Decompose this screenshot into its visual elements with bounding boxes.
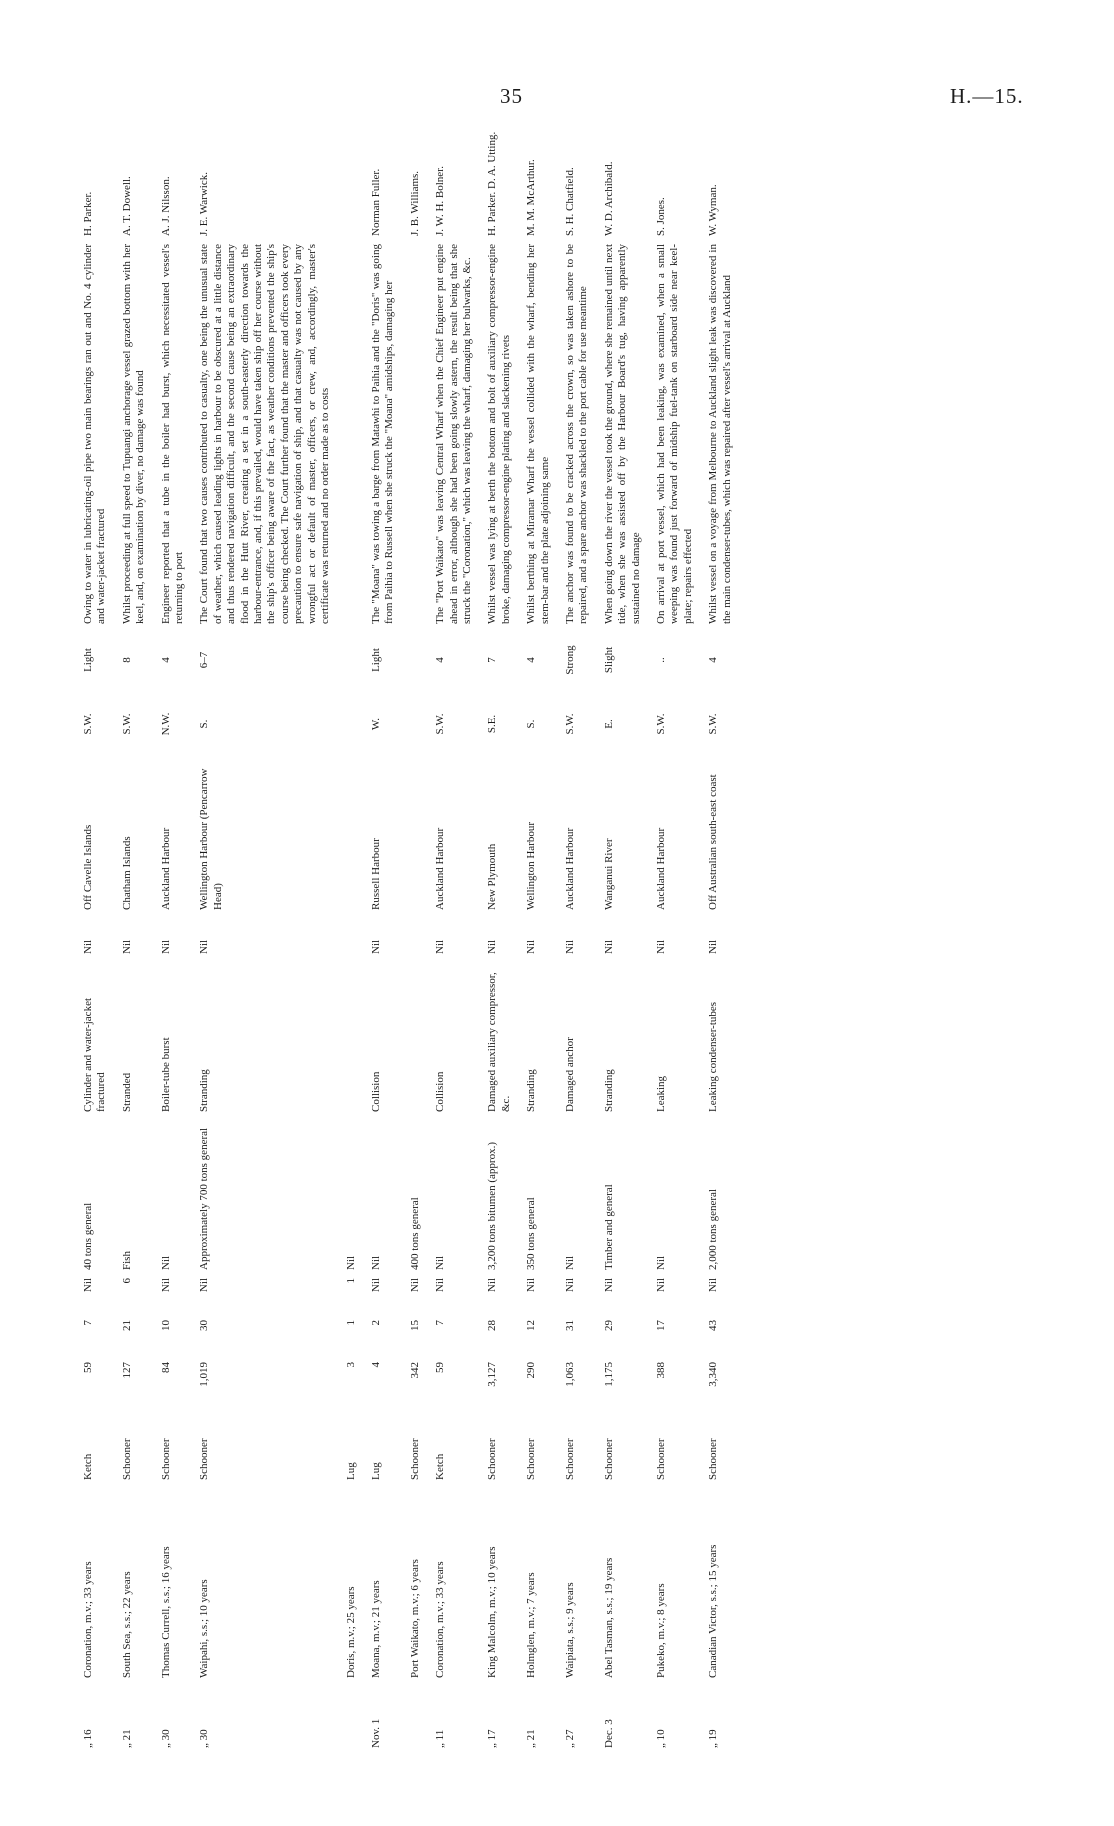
cargo-cell: 350 tons general <box>525 1197 538 1270</box>
force-cell: Slight <box>602 646 615 674</box>
date-cell: „ 30 <box>198 1729 211 1748</box>
date-cell: „ 19 <box>707 1729 720 1748</box>
table-row <box>76 122 115 1752</box>
officer-cell: J. E. Warwick. <box>198 172 211 236</box>
remarks-cell: The "Port Waikato" was leaving Central Wharf when the Chief Engineer put engine ahead in error, although she had been going slowly astern, the result being that she struck the "Coronation," which was leaving the wharf, damaging her bulwarks, &c. <box>434 244 473 624</box>
tonnage-cell: 127 <box>120 1362 133 1379</box>
crew-cell: 17 <box>655 1320 667 1331</box>
force-cell: 4 <box>159 657 172 663</box>
table-row <box>701 122 740 1752</box>
ship-cell: Waipahi, s.s.; 10 years <box>198 1579 211 1678</box>
nature-cell: Cylinder and water-jacket fractured <box>82 997 108 1112</box>
rig-cell: Schooner <box>707 1438 720 1480</box>
wind-cell: S. <box>198 719 211 729</box>
ship-cell: Holmglen, m.v.; 7 years <box>525 1572 538 1678</box>
remarks-cell: The Court found that two causes contributed to casualty, one being the unusual state of weather, which caused leading lights in harbour to be obscured at a little distance and thus rendered navigation difficult, and the second cause being an extraordinary flood in the Hutt River, creating a set in a south-easterly direction towards the harbour-entrance, and, if this prevailed, would have taken ship off her course without the ship's officer being aware of the fact, as weather conditions prevented the ship's course being checked. The Court further found that the master and officers took every precaution to ensure safe navigation of ship, and that casualty was not caused by any wrongful act or default of master, officers, or crew, and, accordingly, master's certificate was returned and no order made as to costs <box>198 244 332 624</box>
remarks-cell: Whilst proceeding at full speed to Tupuangi anchorage vessel grazed bottom with her keel, and, on examination by diver, no damage was found <box>120 244 147 624</box>
casualty-table-body <box>76 122 740 1752</box>
crew-cell: 28 <box>486 1320 499 1331</box>
cargo-cell: Nil <box>655 1255 667 1270</box>
wind-cell: S.W. <box>707 713 720 735</box>
nature-cell: Leaking condenser-tubes <box>707 1001 720 1112</box>
force-cell: 6–7 <box>198 651 211 669</box>
lives-lost-cell: Nil <box>82 939 94 954</box>
cargo-cell: Timber and general <box>602 1184 615 1270</box>
crew-cell: 29 <box>602 1320 615 1331</box>
officer-cell: W. Wyman. <box>707 184 720 236</box>
lives-lost-cell: Nil <box>434 939 447 954</box>
remarks-cell: Engineer reported that a tube in the boiler had burst, which necessitated vessel's returning to port <box>159 244 186 624</box>
force-cell <box>403 628 428 692</box>
wind-cell <box>403 692 428 756</box>
remarks-cell: Whilst berthing at Miramar Wharf the vessel collided with the wharf, bending her stem-bar and the plate adjoining same <box>525 244 551 624</box>
passengers-cell: Nil <box>82 1278 94 1293</box>
remarks-cell: The "Moana" was towing a barge from Matawhi to Paihia and the "Doris" was going from Paihia to Russell when she struck the "Moana" amidships, damaging her <box>369 244 396 624</box>
ship-cell: Thomas Currell, s.s.; 16 years <box>159 1546 172 1678</box>
passengers-cell: Nil <box>563 1278 576 1293</box>
tonnage-cell: 59 <box>82 1362 94 1373</box>
date-cell: „ 27 <box>563 1729 576 1748</box>
cargo-cell: Nil <box>344 1255 357 1270</box>
crew-cell: 12 <box>525 1320 538 1331</box>
date-cell: „ 11 <box>434 1729 447 1748</box>
ship-cell: Pukeko, m.v.; 8 years <box>655 1583 667 1678</box>
cargo-cell: Approximately 700 tons general <box>198 1127 211 1270</box>
crew-cell: 7 <box>82 1320 94 1326</box>
passengers-cell: Nil <box>369 1278 382 1293</box>
rig-cell: Lug <box>369 1462 382 1480</box>
crew-cell: 21 <box>120 1320 133 1331</box>
tonnage-cell: 3,340 <box>707 1362 720 1387</box>
date-cell: „ 30 <box>159 1729 172 1748</box>
lives-lost-cell: Nil <box>486 939 499 954</box>
rig-cell: Ketch <box>434 1453 447 1480</box>
passengers-cell: Nil <box>602 1278 615 1293</box>
table-row <box>403 122 428 1752</box>
officer-cell: W. D. Archibald. <box>602 161 615 236</box>
remarks-cell: The anchor was found to be cracked across the crown, so was taken ashore to be repaired, and a spare anchor was shackled to the port cable for use meantime <box>563 244 590 624</box>
cargo-cell: Nil <box>434 1255 447 1270</box>
crew-cell: 31 <box>563 1320 576 1331</box>
nature-cell: Stranding <box>198 1069 211 1112</box>
crew-cell: 2 <box>369 1320 382 1326</box>
place-cell <box>339 756 364 914</box>
cargo-cell: 3,200 tons bitumen (approx.) <box>486 1141 499 1270</box>
table-row <box>649 122 701 1752</box>
lives-lost-cell: Nil <box>369 939 382 954</box>
lives-lost-cell: Nil <box>198 939 211 954</box>
rig-cell: Lug <box>344 1462 357 1480</box>
force-cell: 4 <box>434 657 447 663</box>
wind-cell: S.E. <box>486 714 499 734</box>
force-cell: 7 <box>486 657 499 663</box>
force-cell: Light <box>369 648 382 672</box>
lives-lost-cell: Nil <box>707 939 720 954</box>
rig-cell: Schooner <box>408 1438 421 1480</box>
place-cell: Off Australian south-east coast <box>707 774 720 910</box>
officer-cell: J. B. Williams. <box>408 170 421 236</box>
lives-lost-cell: Nil <box>602 939 615 954</box>
passengers-cell: 1 <box>344 1278 357 1284</box>
place-cell: Auckland Harbour <box>159 827 172 910</box>
rig-cell: Schooner <box>563 1438 576 1480</box>
place-cell: New Plymouth <box>486 843 499 910</box>
passengers-cell: Nil <box>434 1278 447 1293</box>
lives-lost-cell <box>339 914 364 958</box>
force-cell: 4 <box>525 657 538 663</box>
force-cell: 8 <box>120 657 133 663</box>
paper-reference: H.—15. <box>950 84 1024 108</box>
date-cell: „ 21 <box>120 1729 133 1748</box>
nature-cell: Damaged auxiliary compressor, &c. <box>486 972 512 1112</box>
officer-cell <box>339 122 364 240</box>
nature-cell: Collision <box>434 1071 447 1112</box>
wind-cell: E. <box>602 719 615 729</box>
remarks-cell <box>339 240 364 628</box>
table-row <box>154 122 193 1752</box>
rig-cell: Schooner <box>120 1438 133 1480</box>
wind-cell: S.W. <box>120 713 133 735</box>
place-cell: Auckland Harbour <box>434 827 447 910</box>
table-row <box>597 122 649 1752</box>
cargo-cell: Nil <box>159 1255 172 1270</box>
lives-lost-cell: Nil <box>525 939 538 954</box>
date-cell: Dec. 3 <box>602 1719 615 1748</box>
lives-lost-cell: Nil <box>563 939 576 954</box>
cargo-cell: 2,000 tons general <box>707 1189 720 1270</box>
crew-cell: 30 <box>198 1320 211 1331</box>
crew-cell: 10 <box>159 1320 172 1331</box>
table-row <box>480 122 519 1752</box>
table-row <box>428 122 480 1752</box>
place-cell: Auckland Harbour <box>655 827 667 910</box>
crew-cell: 15 <box>408 1320 421 1331</box>
cargo-cell: Fish <box>120 1251 133 1270</box>
officer-cell: S. H. Chatfield. <box>563 167 576 236</box>
officer-cell: J. W. H. Bolner. <box>434 166 447 236</box>
nature-cell: Boiler-tube burst <box>159 1037 172 1112</box>
date-cell: Nov. 1 <box>369 1718 382 1748</box>
wind-cell: S.W. <box>563 713 576 735</box>
ship-cell: King Malcolm, m.v.; 10 years <box>486 1546 499 1678</box>
place-cell: Off Cavelle Islands <box>82 824 94 910</box>
table-row <box>115 122 154 1752</box>
nature-cell: Stranding <box>525 1069 538 1112</box>
tonnage-cell: 84 <box>159 1362 172 1373</box>
wind-cell: S.W. <box>434 713 447 735</box>
remarks-cell: On arrival at port vessel, which had been leaking, was examined, when a small weeping was found just forward of midship fuel-tank on starboard side near keel-plate; repairs effected <box>655 244 694 624</box>
tonnage-cell: 290 <box>525 1362 538 1379</box>
tonnage-cell: 3 <box>344 1362 357 1368</box>
officer-cell: S. Jones. <box>655 197 667 236</box>
force-cell <box>339 628 364 692</box>
ship-cell: Waipiata, s.s.; 9 years <box>563 1582 576 1678</box>
lives-lost-cell: Nil <box>120 939 133 954</box>
passengers-cell: Nil <box>408 1278 421 1293</box>
tonnage-cell: 1,175 <box>602 1362 615 1387</box>
place-cell: Wellington Harbour <box>525 821 538 910</box>
nature-cell <box>403 958 428 1116</box>
remarks-cell: Whilst vessel was lying at berth the bottom and bolt of auxiliary compressor-engine broke, damaging compressor-engine plating and slackening rivets <box>486 244 512 624</box>
place-cell: Wellington Harbour (Pencarrow Head) <box>198 768 224 910</box>
nature-cell: Stranding <box>602 1069 615 1112</box>
officer-cell: H. Parker. <box>82 191 94 236</box>
casualty-table-rotated <box>76 131 984 1752</box>
rig-cell: Schooner <box>486 1438 499 1480</box>
remarks-cell <box>403 240 428 628</box>
passengers-cell: Nil <box>655 1278 667 1293</box>
tonnage-cell: 3,127 <box>486 1362 499 1387</box>
nature-cell: Damaged anchor <box>563 1037 576 1112</box>
wind-cell: S. <box>525 719 538 729</box>
remarks-cell: When going down the river the vessel took the ground, where she remained until next tide, when she was assisted off by the Harbour Board's tug, having apparently sustained no damage <box>602 244 642 624</box>
place-cell: Wanganui River <box>602 838 615 910</box>
tonnage-cell: 1,063 <box>563 1362 576 1387</box>
ship-cell: Coronation, m.v.; 33 years <box>82 1561 94 1678</box>
date-cell: „ 21 <box>525 1729 538 1748</box>
force-cell: Strong <box>563 645 576 675</box>
nature-cell <box>339 958 364 1116</box>
passengers-cell: Nil <box>486 1278 499 1293</box>
table-row <box>558 122 597 1752</box>
cargo-cell: 40 tons general <box>82 1202 94 1270</box>
wind-cell: W. <box>369 717 382 731</box>
lives-lost-cell: Nil <box>159 939 172 954</box>
ship-cell: Coronation, m.v.; 33 years <box>434 1561 447 1678</box>
place-cell: Chatham Islands <box>120 836 133 910</box>
crew-cell: 7 <box>434 1320 447 1326</box>
remarks-cell: Whilst vessel on a voyage from Melbourne to Auckland slight leak was discovered in the main condenser-tubes, which was repaired after vessel's arrival at Auckland <box>707 244 733 624</box>
tonnage-cell: 4 <box>369 1362 382 1368</box>
ship-cell: Moana, m.v.; 21 years <box>369 1580 382 1678</box>
ship-cell: Abel Tasman, s.s.; 19 years <box>602 1557 615 1678</box>
rig-cell: Schooner <box>159 1438 172 1480</box>
wind-cell: S.W. <box>82 713 94 735</box>
tonnage-cell: 1,019 <box>198 1362 211 1387</box>
officer-cell: A. T. Dowell. <box>120 176 133 236</box>
officer-cell: Norman Fuller. <box>369 168 382 236</box>
passengers-cell: Nil <box>707 1278 720 1293</box>
table-row <box>364 122 403 1752</box>
place-cell: Auckland Harbour <box>563 827 576 910</box>
ship-cell: Port Waikato, m.v.; 6 years <box>408 1559 421 1678</box>
lives-lost-cell <box>403 914 428 958</box>
officer-cell: A. J. Nilsson. <box>159 176 172 236</box>
casualty-table <box>76 122 740 1752</box>
crew-cell: 43 <box>707 1320 720 1331</box>
passengers-cell: 6 <box>120 1278 133 1284</box>
force-cell: 4 <box>707 657 720 663</box>
tonnage-cell: 59 <box>434 1362 447 1373</box>
wind-cell: S.W. <box>655 713 667 735</box>
passengers-cell: Nil <box>198 1278 211 1293</box>
rig-cell: Schooner <box>525 1438 538 1480</box>
officer-cell: M. M. McArthur. <box>525 159 538 236</box>
ship-cell: Doris, m.v.; 25 years <box>344 1586 357 1678</box>
table-row <box>192 122 338 1752</box>
nature-cell: Leaking <box>655 1075 667 1112</box>
table-row <box>339 122 364 1752</box>
rig-cell: Schooner <box>602 1438 615 1480</box>
force-cell: Light <box>82 648 94 672</box>
page-number: 35 <box>500 84 523 108</box>
lives-lost-cell: Nil <box>655 939 667 954</box>
place-cell: Russell Harbour <box>369 838 382 910</box>
force-cell: .. <box>655 657 667 663</box>
wind-cell: N.W. <box>159 712 172 736</box>
cargo-cell: 400 tons general <box>408 1197 421 1270</box>
tonnage-cell: 342 <box>408 1362 421 1379</box>
date-cell: „ 16 <box>82 1729 94 1748</box>
date-cell <box>403 1682 428 1752</box>
rig-cell: Schooner <box>655 1438 667 1480</box>
remarks-cell: Owing to water in lubricating-oil pipe two main bearings ran out and No. 4 cylinder and water-jacket fractured <box>82 244 108 624</box>
rig-cell: Ketch <box>82 1453 94 1480</box>
tonnage-cell: 388 <box>655 1362 667 1379</box>
passengers-cell: Nil <box>525 1278 538 1293</box>
nature-cell: Collision <box>369 1071 382 1112</box>
table-row <box>519 122 558 1752</box>
cargo-cell: Nil <box>369 1255 382 1270</box>
crew-cell: 1 <box>344 1320 357 1326</box>
wind-cell <box>339 692 364 756</box>
place-cell <box>403 756 428 914</box>
passengers-cell: Nil <box>159 1278 172 1293</box>
nature-cell: Stranded <box>120 1072 133 1112</box>
rig-cell: Schooner <box>198 1438 211 1480</box>
date-cell: „ 10 <box>655 1729 667 1748</box>
date-cell: „ 17 <box>486 1729 499 1748</box>
ship-cell: Canadian Victor, s.s.; 15 years <box>707 1544 720 1678</box>
cargo-cell: Nil <box>563 1255 576 1270</box>
officer-cell: H. Parker. D. A. Utting. <box>486 131 499 236</box>
date-cell <box>339 1682 364 1752</box>
ship-cell: South Sea, s.s.; 22 years <box>120 1571 133 1678</box>
